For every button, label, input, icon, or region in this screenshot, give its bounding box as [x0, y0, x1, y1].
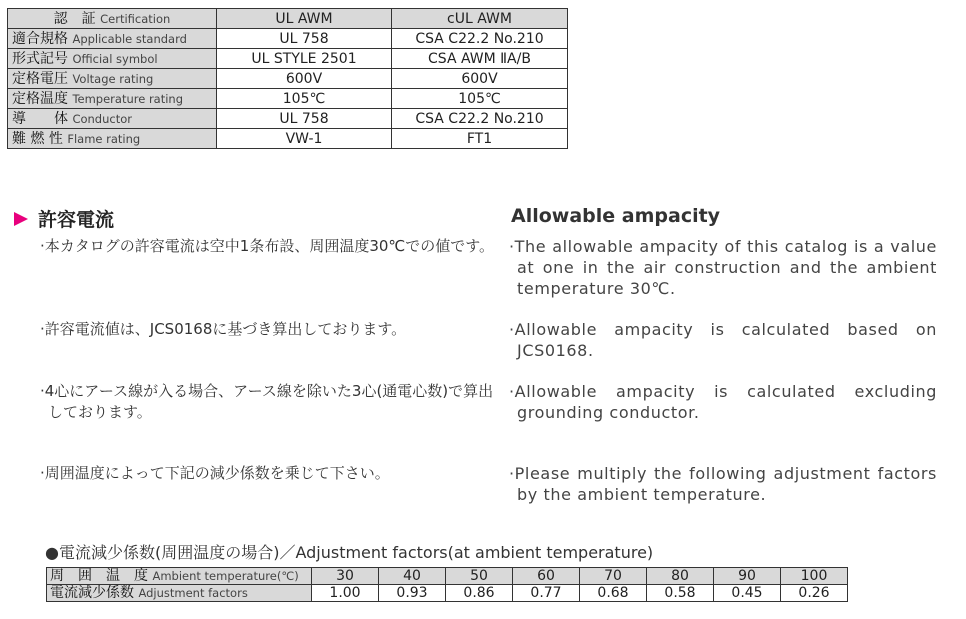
- cert-row-en: Conductor: [72, 111, 132, 126]
- cert-header-label: [8, 9, 217, 29]
- cert-header-row: [8, 9, 568, 29]
- heading-ja: [14, 205, 114, 232]
- cert-row-col2: 600V: [392, 69, 568, 89]
- cert-row-ja: 定格温度: [12, 90, 68, 107]
- cert-row-en: Official symbol: [72, 51, 158, 66]
- cert-header-en: Certification: [100, 11, 171, 26]
- adjustment-cell: 0.26: [781, 585, 848, 602]
- cert-header-ja: 認 証: [53, 10, 96, 27]
- cert-row: [8, 69, 568, 89]
- cert-row-en: Voltage rating: [72, 71, 154, 86]
- cert-row-col1: 600V: [217, 69, 392, 89]
- arrow-bullet-icon: [14, 212, 28, 226]
- cert-row: [8, 129, 568, 149]
- heading-ja-text: 許容電流: [38, 209, 115, 231]
- adjustment-row-label: [47, 585, 312, 602]
- adjustment-cell: 90: [714, 568, 781, 585]
- adjustment-cell: 0.45: [714, 585, 781, 602]
- cert-row-col1: 105℃: [217, 89, 392, 109]
- adjustment-cell: 1.00: [312, 585, 379, 602]
- cert-row-en: Temperature rating: [72, 91, 184, 106]
- adjustment-cell: 0.86: [446, 585, 513, 602]
- cert-row-col2: 105℃: [392, 89, 568, 109]
- adjustment-cell: 30: [312, 568, 379, 585]
- adjustment-cell: 100: [781, 568, 848, 585]
- cert-row-col2: FT1: [392, 129, 568, 149]
- adjustment-table: [46, 567, 848, 602]
- cert-row-col2: CSA AWM ⅡA/B: [392, 49, 568, 69]
- cert-row: [8, 109, 568, 129]
- cert-row-col1: VW-1: [217, 129, 392, 149]
- paragraph-ja: ·4心にアース線が入る場合、アース線を除いた3心(通電心数)で算出しております。: [40, 382, 494, 421]
- cert-row-col1: UL 758: [217, 109, 392, 129]
- adjustment-cell: 80: [647, 568, 714, 585]
- adjustment-row-en: Ambient temperature(℃): [152, 568, 299, 583]
- cert-row: [8, 89, 568, 109]
- cert-row-en: Applicable standard: [72, 31, 187, 46]
- adjustment-row-ja: 周 囲 温 度: [50, 567, 148, 584]
- adjustment-row-en: Adjustment factors: [138, 585, 248, 600]
- paragraph-en: ·Allowable ampacity is calculated based on JCS0168.: [509, 320, 937, 360]
- adjustment-cell: 0.68: [580, 585, 647, 602]
- adjustment-cell: 70: [580, 568, 647, 585]
- paragraph-ja: ·許容電流値は、JCS0168に基づき算出しております。: [40, 320, 407, 338]
- paragraph-en: ·The allowable ampacity of this catalog is a value at one in the air construction and the ambient temperature 30℃.: [509, 237, 937, 298]
- cert-row-col1: UL 758: [217, 29, 392, 49]
- cert-row-label: [8, 69, 217, 89]
- adjustment-row-label: [47, 568, 312, 585]
- cert-row-ja: 定格電圧: [12, 70, 68, 87]
- paragraph-en: ·Allowable ampacity is calculated excluding grounding conductor.: [509, 382, 937, 422]
- cert-header-col2: cUL AWM: [392, 9, 568, 29]
- adjustment-cell: 0.93: [379, 585, 446, 602]
- paragraph-en: ·Please multiply the following adjustment factors by the ambient temperature.: [509, 464, 937, 504]
- adjustment-cell: 60: [513, 568, 580, 585]
- adjustment-cell: 40: [379, 568, 446, 585]
- cert-row-col1: UL STYLE 2501: [217, 49, 392, 69]
- cert-row-ja: 形式記号: [12, 50, 68, 67]
- adjustment-row-ja: 電流減少係数: [50, 584, 134, 601]
- cert-row-ja: 適合規格: [12, 30, 68, 47]
- cert-row-label: [8, 109, 217, 129]
- cert-row: [8, 49, 568, 69]
- adjustment-cell: 50: [446, 568, 513, 585]
- cert-row-label: [8, 89, 217, 109]
- cert-row-col2: CSA C22.2 No.210: [392, 109, 568, 129]
- cert-row-en: Flame rating: [67, 131, 141, 146]
- cert-row-label: [8, 129, 217, 149]
- cert-row-ja: 導 体: [12, 110, 68, 127]
- cert-row-col2: CSA C22.2 No.210: [392, 29, 568, 49]
- certification-table: [7, 8, 568, 149]
- cert-row-label: [8, 49, 217, 69]
- cert-row-label: [8, 29, 217, 49]
- cert-header-col1: UL AWM: [217, 9, 392, 29]
- adjustment-cell: 0.77: [513, 585, 580, 602]
- heading-en: Allowable ampacity: [511, 205, 721, 227]
- paragraph-ja: ·本カタログの許容電流は空中1条布設、周囲温度30℃での値です。: [40, 237, 495, 255]
- paragraph-ja: ·周囲温度によって下記の減少係数を乗じて下さい。: [40, 464, 390, 482]
- adjustment-title: ●電流減少係数(周囲温度の場合)／Adjustment factors(at ambient temperature): [45, 543, 654, 562]
- adjustment-factor-row: [47, 585, 848, 602]
- adjustment-cell: 0.58: [647, 585, 714, 602]
- cert-row-ja: 難 燃 性: [12, 130, 63, 147]
- cert-row: [8, 29, 568, 49]
- adjustment-temperature-row: [47, 568, 848, 585]
